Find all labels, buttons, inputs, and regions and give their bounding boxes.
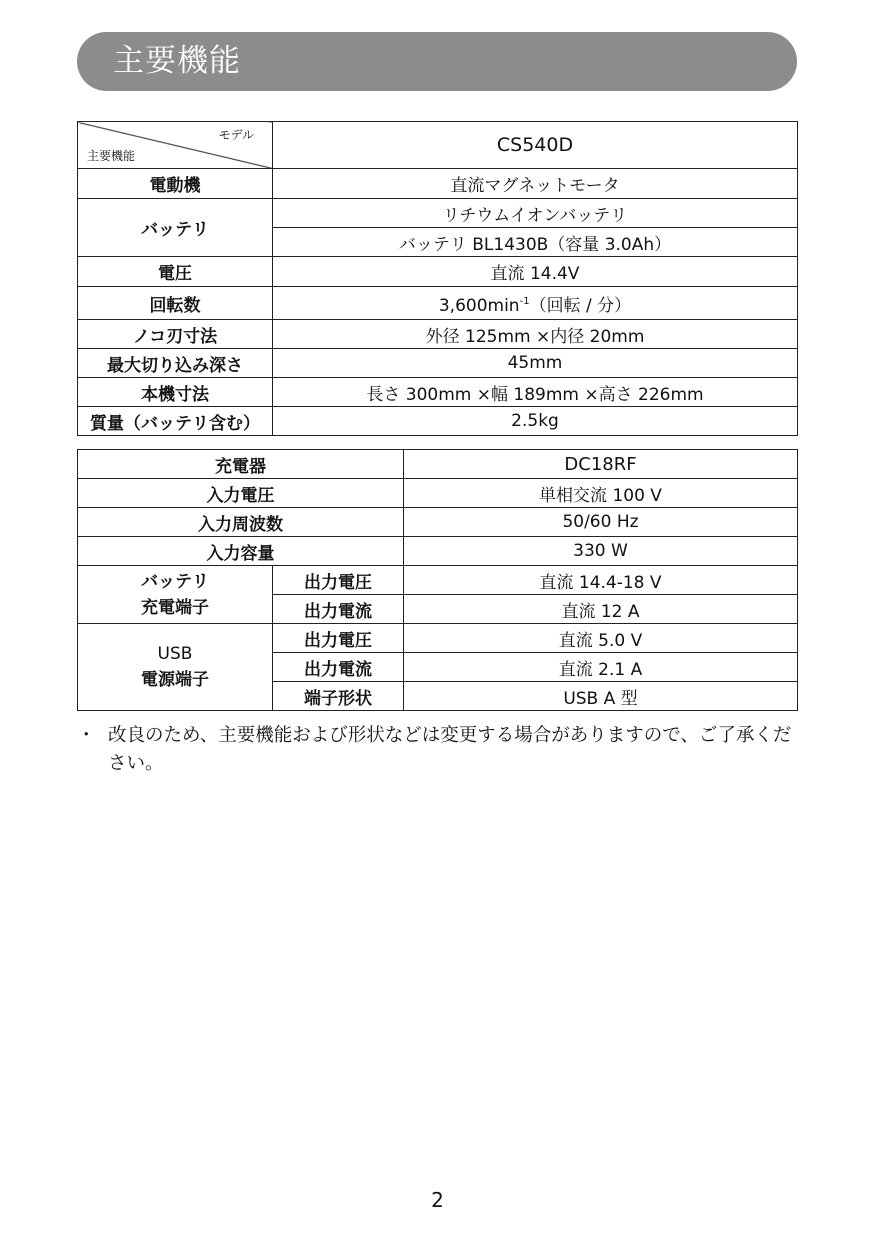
battery-terminal-label [78, 566, 273, 624]
rpm-exponent: -1 [519, 295, 530, 307]
table-row [78, 199, 798, 228]
table-row [78, 122, 798, 169]
row-label: 電動機 [78, 169, 273, 199]
row-label: 端子形状 [273, 682, 404, 711]
corner-header-cell [78, 122, 273, 169]
row-value: 外径 125mm ×内径 20mm [273, 320, 798, 349]
row-value: 直流 5.0 V [404, 624, 798, 653]
row-value: 直流 14.4-18 V [404, 566, 798, 595]
row-value: 直流 12 A [404, 595, 798, 624]
row-value: 直流マグネットモータ [273, 169, 798, 199]
spec-table [77, 121, 798, 436]
row-value: 330 W [404, 537, 798, 566]
table-row [78, 287, 798, 320]
row-value: リチウムイオンバッテリ [273, 199, 798, 228]
row-label: 最大切り込み深さ [78, 349, 273, 378]
row-value: 長さ 300mm ×幅 189mm ×高さ 226mm [273, 378, 798, 407]
row-value: 50/60 Hz [404, 508, 798, 537]
table-row [78, 257, 798, 287]
row-label: 回転数 [78, 287, 273, 320]
corner-model-label: モデル [218, 128, 254, 142]
row-label: 出力電流 [273, 595, 404, 624]
row-label: 本機寸法 [78, 378, 273, 407]
page-number: 2 [431, 1188, 444, 1212]
row-value: 2.5kg [273, 407, 798, 436]
row-value: 直流 14.4V [273, 257, 798, 287]
row-value: 直流 2.1 A [404, 653, 798, 682]
row-value: 45mm [273, 349, 798, 378]
row-label: 出力電流 [273, 653, 404, 682]
section-banner [77, 32, 797, 91]
rpm-unit: （回転 / 分） [529, 295, 632, 316]
row-label: 出力電圧 [273, 624, 404, 653]
model-name: CS540D [273, 122, 798, 169]
note-bullet: ・ [77, 725, 96, 746]
row-label: 入力電圧 [78, 479, 404, 508]
row-label: 入力周波数 [78, 508, 404, 537]
usb-terminal-label [78, 624, 273, 711]
table-row [78, 407, 798, 436]
row-value: バッテリ BL1430B（容量 3.0Ah） [273, 228, 798, 257]
row-label: 出力電圧 [273, 566, 404, 595]
group-label-line: 充電端子 [141, 597, 209, 618]
table-row [78, 450, 798, 479]
charger-header-label: 充電器 [78, 450, 404, 479]
table-row [78, 508, 798, 537]
row-label: バッテリ [78, 199, 273, 257]
table-row [78, 479, 798, 508]
table-row [78, 169, 798, 199]
table-row [78, 624, 798, 653]
note-text: 改良のため、主要機能および形状などは変更する場合がありますので、ご了承ください。 [108, 725, 792, 774]
row-value [273, 287, 798, 320]
table-row [78, 537, 798, 566]
group-label-line: 電源端子 [141, 670, 209, 690]
section-title: 主要機能 [113, 43, 241, 79]
charger-model: DC18RF [404, 450, 798, 479]
row-label: 入力容量 [78, 537, 404, 566]
group-label-line: USB [157, 644, 193, 664]
table-row [78, 566, 798, 595]
rpm-value: 3,600min [438, 295, 520, 316]
row-label: 質量（バッテリ含む） [78, 407, 273, 436]
group-label-line: バッテリ [141, 571, 209, 592]
table-row [78, 349, 798, 378]
row-label: 電圧 [78, 257, 273, 287]
table-row [78, 378, 798, 407]
table-row [78, 320, 798, 349]
row-label: ノコ刃寸法 [78, 320, 273, 349]
corner-spec-label: 主要機能 [87, 149, 136, 163]
row-value: USB A 型 [404, 682, 798, 711]
row-value: 単相交流 100 V [404, 479, 798, 508]
charger-table [77, 449, 798, 711]
